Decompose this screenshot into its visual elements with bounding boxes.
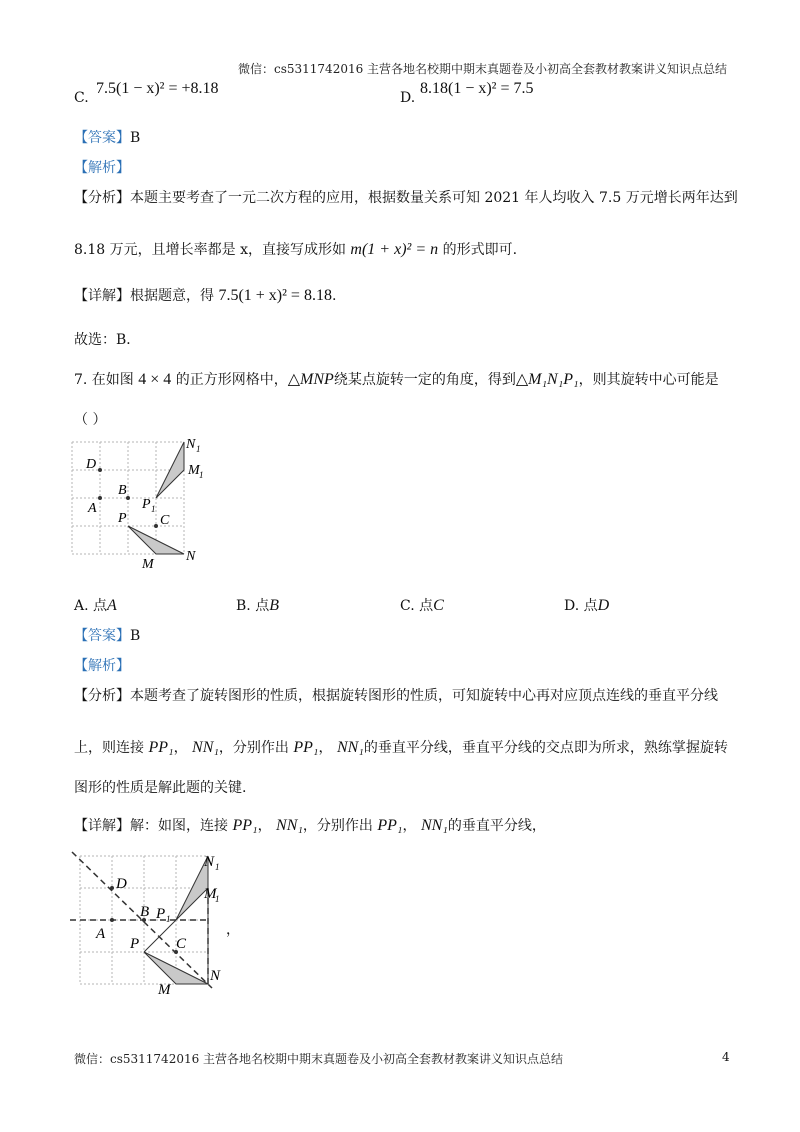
q6-fenxi-line2	[74, 240, 517, 260]
label-p: P	[130, 936, 140, 952]
page-footer: 微信：cs5311742016 主营各地名校期中期末真题卷及小初高全套教材教案讲义知识点总结	[74, 1052, 564, 1066]
label-p1-sub: 1	[166, 914, 171, 924]
detail-tag: 【详解】	[74, 288, 130, 304]
option-label: A. 点	[74, 598, 108, 614]
comma: ，	[173, 740, 188, 756]
segment-nn1: NN₁	[420, 817, 448, 834]
label-n1-sub: 1	[215, 862, 220, 872]
point-b	[126, 496, 130, 500]
answer-value: B	[130, 628, 141, 644]
segment-nn1: NN₁	[276, 817, 303, 834]
fenxi-tag: 【分析】	[74, 190, 130, 206]
detail-text: ，分别作出	[302, 818, 373, 834]
label-c: C	[160, 513, 170, 528]
option-d-label: D.	[400, 90, 416, 106]
label-m1: M	[188, 463, 200, 478]
label-a: A	[88, 501, 97, 516]
q7-bracket: （ ）	[74, 412, 107, 428]
option-label: D. 点	[564, 598, 598, 614]
label-d: D	[116, 876, 127, 892]
analysis-tag: 【解析】	[74, 658, 130, 674]
label-b: B	[140, 904, 150, 920]
detail-expr: 7.5(1 + x)² = 8.18	[218, 287, 332, 304]
q6-fenxi-line1	[74, 188, 738, 208]
label-n1: N	[186, 437, 196, 452]
comma: ，	[318, 740, 333, 756]
label-d: D	[86, 457, 97, 472]
fenxi-text: 的垂直平分线，垂直平分线的交点即为所求，熟练掌握旋转	[363, 740, 728, 756]
stem-text: 绕某点旋转一定的角度，得到	[333, 372, 516, 388]
fenxi-text: 上，则连接	[74, 740, 144, 756]
segment-nn1: NN₁	[192, 739, 219, 756]
q7-detail-line	[74, 816, 546, 836]
label-m1-sub: 1	[215, 894, 220, 904]
segment-nn1: NN₁	[336, 739, 364, 756]
q7-stem	[74, 370, 719, 390]
page-header: 微信：cs5311742016 主营各地名校期中期末真题卷及小初高全套教材教案讲义知识点总结	[238, 62, 728, 76]
q7-option-c	[400, 596, 444, 616]
stem-triangle: △MNP	[287, 371, 334, 388]
page-number: 4	[722, 1050, 730, 1064]
segment-pp1-line	[144, 920, 176, 952]
stem-grid: 4 × 4	[138, 371, 172, 388]
q7-figure	[68, 436, 208, 572]
option-var: A	[107, 597, 117, 614]
option-label: B. 点	[236, 598, 270, 614]
fenxi-text: 本题考查了旋转图形的性质，根据旋转图形的性质，可知旋转中心再对应顶点连线的垂直平分线	[130, 688, 718, 704]
point-d	[110, 886, 114, 890]
detail-text: 的垂直平分线，	[447, 818, 546, 834]
q7-fenxi-line1	[74, 686, 718, 706]
label-m1-sub: 1	[199, 470, 204, 480]
option-var: D	[597, 597, 610, 614]
label-p1-sub: 1	[151, 504, 156, 514]
q7-answer-line	[74, 626, 140, 646]
answer-value: B	[130, 130, 141, 146]
segment-pp1: PP₁	[293, 739, 319, 756]
option-c-expr: 7.5(1 − x)² = +8.18	[96, 80, 219, 97]
comma: ，	[402, 818, 417, 834]
fenxi-expr: m(1 + x)² = n	[350, 241, 439, 258]
label-n: N	[210, 968, 221, 984]
label-n: N	[186, 549, 196, 564]
fenxi-tag: 【分析】	[74, 688, 130, 704]
option-var: B	[269, 597, 279, 614]
label-a: A	[96, 926, 106, 942]
point-a	[110, 918, 114, 922]
label-b: B	[118, 483, 127, 498]
answer-tag: 【答案】	[74, 628, 130, 644]
q7-option-d	[564, 596, 609, 616]
answer-tag: 【答案】	[74, 130, 130, 146]
stem-text: 的正方形网格中，	[175, 372, 288, 388]
segment-pp1: PP₁	[377, 817, 403, 834]
point-c	[154, 524, 158, 528]
q7-fenxi-line3: 图形的性质是解此题的关键.	[74, 780, 247, 796]
segment-pp1: PP₁	[148, 739, 174, 756]
label-p1: P	[156, 906, 166, 922]
option-c-label: C.	[74, 90, 89, 106]
q6-choose: 故选：B．	[74, 332, 141, 348]
q6-detail-line	[74, 286, 336, 306]
segment-pp1: PP₁	[232, 817, 258, 834]
point-a	[98, 496, 102, 500]
stem-text: ，则其旋转中心可能是	[578, 372, 719, 388]
label-m: M	[158, 982, 171, 998]
label-m1: M	[204, 886, 217, 902]
stem-text: 7. 在如图	[74, 372, 134, 388]
detail-text: 根据题意，得	[130, 288, 214, 304]
option-var: C	[433, 597, 444, 614]
detail-text: 解：如图，连接	[130, 818, 228, 834]
q7-solution-figure	[68, 848, 238, 998]
figure-trailing-comma: ，	[226, 922, 240, 938]
fenxi-text: 本题主要考查了一元二次方程的应用，根据数量关系可知 2021 年人均收入 7.5 万元增长两年达到	[130, 190, 738, 206]
option-label: C. 点	[400, 598, 434, 614]
q7-option-b	[236, 596, 279, 616]
detail-tag: 【详解】	[74, 818, 130, 834]
comma: ，	[257, 818, 272, 834]
point-d	[98, 468, 102, 472]
label-n1: N	[204, 854, 215, 870]
fenxi-text: ，分别作出	[218, 740, 289, 756]
detail-end: .	[331, 288, 337, 304]
label-p1: P	[142, 497, 151, 512]
q7-fenxi-line2	[74, 738, 728, 758]
fenxi-text: 8.18 万元，且增长率都是 x，直接写成形如	[74, 242, 346, 258]
label-m: M	[142, 557, 154, 572]
fenxi-text: 的形式即可.	[442, 242, 518, 258]
q6-answer-line	[74, 128, 140, 148]
label-c: C	[176, 936, 187, 952]
analysis-tag: 【解析】	[74, 160, 130, 176]
option-d-expr: 8.18(1 − x)² = 7.5	[420, 80, 534, 97]
stem-triangle-rotated: △M₁N₁P₁	[515, 371, 579, 388]
label-n1-sub: 1	[196, 444, 201, 454]
label-p: P	[118, 511, 127, 526]
q7-option-a	[74, 596, 117, 616]
